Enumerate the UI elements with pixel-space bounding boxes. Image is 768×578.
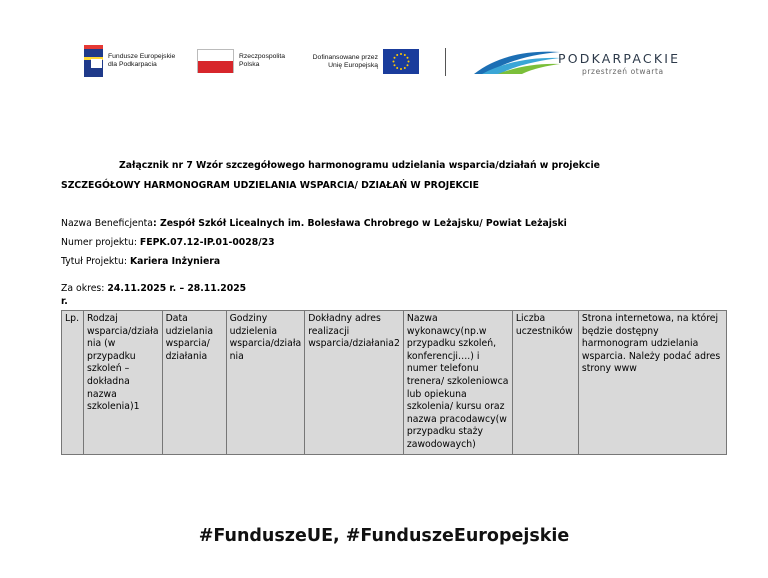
header-cell-line: zawodowaych): [406, 438, 476, 450]
header-cell-line: Liczba: [515, 313, 546, 324]
polish-flag-icon: [197, 49, 234, 73]
header-cell-line: uczestników: [515, 325, 573, 337]
podkarpackie-wordmark: PODKARPACKIE: [558, 51, 681, 66]
period-value: 24.11.2025 r. – 28.11.2025: [107, 283, 247, 294]
header-cell-line: szkolenia/ kursu oraz: [406, 401, 505, 413]
project-number-label: Numer projektu:: [61, 237, 140, 248]
header-cell-line: szkoleń –: [87, 363, 130, 375]
project-title-line: [61, 256, 220, 267]
header-support-date: [162, 311, 226, 455]
header-support-hours: [226, 311, 305, 455]
header-cell-line: przypadku szkoleń,: [406, 338, 497, 350]
header-cell-line: szkolenia)1: [87, 401, 140, 413]
header-cell-line: lub opiekuna: [406, 388, 467, 400]
header-cell-line: konferencji….) i: [406, 350, 480, 362]
header-cell-line: numer telefonu: [406, 363, 479, 375]
header-cell-line: wsparcia/działania2: [308, 338, 400, 350]
header-cell-line: przypadku: [87, 350, 136, 362]
header-cell-line: Strona internetowa, na której: [581, 313, 719, 324]
beneficiary-label: Nazwa Beneficjenta: [61, 218, 154, 229]
header-cell-line: wsparcia/: [165, 338, 210, 350]
header-cell-line: będzie dostępny: [581, 325, 659, 337]
header-contractor: [403, 311, 512, 455]
header-cell-line: trenera/ szkoleniowca: [406, 375, 509, 387]
header-cell-line: nia: [229, 350, 244, 362]
fundusze-logo-line-2: dla Podkarpacia: [108, 61, 157, 68]
fundusze-logo-line-1: Fundusze Europejskie: [108, 53, 176, 60]
eu-flag-icon: [383, 49, 419, 74]
period-label: Za okres:: [61, 283, 108, 294]
eu-cofunding-logo: [306, 49, 419, 74]
header-cell-line: wsparcia/działa: [229, 338, 302, 350]
header-cell-line: dokładna: [87, 375, 130, 387]
header-cell-line: nia (w: [87, 338, 116, 350]
header-cell-line: Nazwa: [406, 313, 438, 324]
header-cell-line: udzielenia: [229, 325, 278, 337]
period-line: [61, 283, 246, 294]
header-cell-line: Rodzaj: [87, 313, 118, 324]
logo-divider: [445, 48, 446, 76]
rzeczpospolita-line-2: Polska: [239, 61, 260, 68]
footer-hashtags: #FunduszeUE, #FunduszeEuropejskie: [198, 526, 570, 546]
header-lp: [62, 311, 84, 455]
rzeczpospolita-logo: [197, 49, 285, 73]
podkarpackie-logo: [472, 42, 681, 82]
podkarpackie-tagline: przestrzeń otwarta: [582, 67, 664, 76]
header-participants: [512, 311, 578, 455]
beneficiary-value: : Zespół Szkół Licealnych im. Bolesława Chrobrego w Leżajsku/ Powiat Leżajski: [153, 218, 567, 229]
header-cell-line: działania: [165, 350, 208, 362]
header-cell-line: przypadku staży: [406, 426, 483, 438]
attachment-title: Załącznik nr 7 Wzór szczegółowego harmonogramu udzielania wsparcia/działań w projekcie: [119, 160, 600, 171]
header-support-type: [84, 311, 163, 455]
document-heading: SZCZEGÓŁOWY HARMONOGRAM UDZIELANIA WSPARCIA/ DZIAŁAŃ W PROJEKCIE: [61, 180, 479, 191]
header-cell-line: Data: [165, 313, 188, 324]
header-website: [578, 311, 726, 455]
period-suffix: r.: [61, 296, 68, 307]
header-cell-line: udzielania: [165, 325, 214, 337]
header-cell-line: nazwa pracodawcy(w: [406, 413, 507, 425]
schedule-header-row: [62, 311, 727, 455]
project-number-value: FEPK.07.12-IP.01-0028/23: [139, 237, 275, 248]
header-cell-line: wsparcia/działa: [87, 325, 159, 337]
eu-line-2: Unię Europejską: [328, 61, 378, 69]
header-cell-line: Lp.: [65, 313, 80, 324]
header-cell-line: strony www: [581, 363, 637, 375]
logo-strip: [0, 42, 768, 86]
header-cell-line: wsparcia. Należy podać adres: [581, 350, 721, 362]
podkarpackie-waves-icon: [472, 42, 562, 78]
project-number-line: [61, 237, 275, 248]
project-title-value: Kariera Inżyniera: [129, 256, 221, 267]
fundusze-europejskie-emblem-icon: [84, 45, 103, 77]
header-cell-line: wykonawcy(np.w: [406, 325, 487, 337]
header-cell-line: nazwa: [87, 388, 117, 400]
project-title-label: Tytuł Projektu:: [61, 256, 130, 267]
header-cell-line: Dokładny adres: [308, 313, 381, 324]
eu-line-1: Dofinansowane przez: [312, 53, 378, 61]
header-cell-line: realizacji: [308, 325, 350, 337]
header-cell-line: Godziny: [229, 313, 268, 324]
header-address: [305, 311, 404, 455]
fundusze-europejskie-logo: [84, 45, 186, 77]
rzeczpospolita-line-1: Rzeczpospolita: [239, 53, 286, 60]
header-cell-line: harmonogram udzielania: [581, 338, 699, 350]
schedule-table: [61, 310, 727, 455]
beneficiary-line: [61, 218, 567, 229]
